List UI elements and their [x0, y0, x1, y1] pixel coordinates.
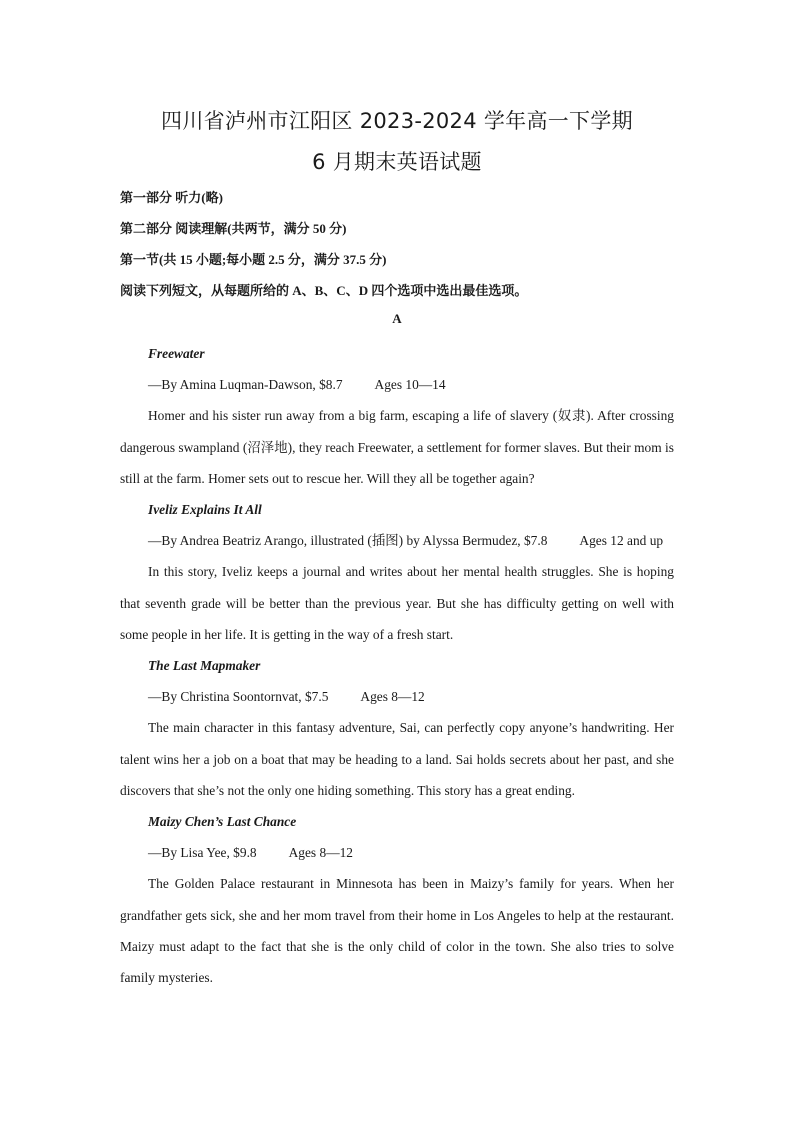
- instructions: 阅读下列短文，从每题所给的 A、B、C、D 四个选项中选出最佳选项。: [120, 283, 528, 298]
- book-author-price: —By Lisa Yee, $9.8: [148, 845, 257, 861]
- section1-heading: 第一节(共 15 小题;每小题 2.5 分，满分 37.5 分): [120, 252, 387, 267]
- book-description: The Golden Palace restaurant in Minnesota has been in Maizy’s family for years. When her grandfather gets sick, she and her mom travel from their home in Los Angeles to help at the restaurant. Maizy must adapt to the fact that she is the only child of color in the town. She also tries to solve family mysteries.: [120, 876, 674, 986]
- passage-body: [120, 338, 674, 993]
- book-title: The Last Mapmaker: [148, 658, 261, 674]
- book-ages: Ages 8—12: [360, 689, 425, 705]
- book-byline: [120, 525, 674, 556]
- page-subtitle: 6 月期末英语试题: [312, 150, 482, 174]
- book-ages: Ages 10—14: [374, 377, 446, 393]
- part2-heading: 第二部分 阅读理解(共两节，满分 50 分): [120, 221, 347, 236]
- book-description: The main character in this fantasy adventure, Sai, can perfectly copy anyone’s handwriting. Her talent wins her a job on a boat that may be heading to a land. Sai holds secrets about her past, and she discovers that she’s not the only one hiding something. This story has a great ending.: [120, 720, 674, 798]
- book-title: Iveliz Explains It All: [148, 502, 262, 518]
- book-author-price: —By Andrea Beatriz Arango, illustrated (插图) by Alyssa Bermudez, $7.8: [148, 533, 548, 549]
- passage-label: A: [392, 311, 402, 326]
- book-author-price: —By Amina Luqman-Dawson, $8.7: [148, 377, 343, 393]
- book-ages: Ages 12 and up: [579, 533, 664, 549]
- book-description: In this story, Iveliz keeps a journal and writes about her mental health struggles. She is hoping that seventh grade will be better than the previous year. But she has difficulty getting on well with some people in her life. It is getting in the way of a fresh start.: [120, 564, 674, 642]
- book-title: Maizy Chen’s Last Chance: [148, 814, 297, 830]
- part1-heading: 第一部分 听力(略): [120, 190, 223, 205]
- book-ages: Ages 8—12: [288, 845, 353, 861]
- book-byline: [120, 369, 674, 400]
- book-byline: [120, 837, 674, 868]
- book-byline: [120, 681, 674, 712]
- book-title: Freewater: [148, 346, 205, 361]
- page-title: 四川省泸州市江阳区 2023-2024 学年高一下学期: [161, 109, 633, 133]
- book-author-price: —By Christina Soontornvat, $7.5: [148, 689, 329, 705]
- book-description: Homer and his sister run away from a big farm, escaping a life of slavery (奴隶). After crossing dangerous swampland (沼泽地), they reach Freewater, a settlement for former slaves. But their mom is still at the farm. Homer sets out to rescue her. Will they all be together again?: [120, 408, 674, 486]
